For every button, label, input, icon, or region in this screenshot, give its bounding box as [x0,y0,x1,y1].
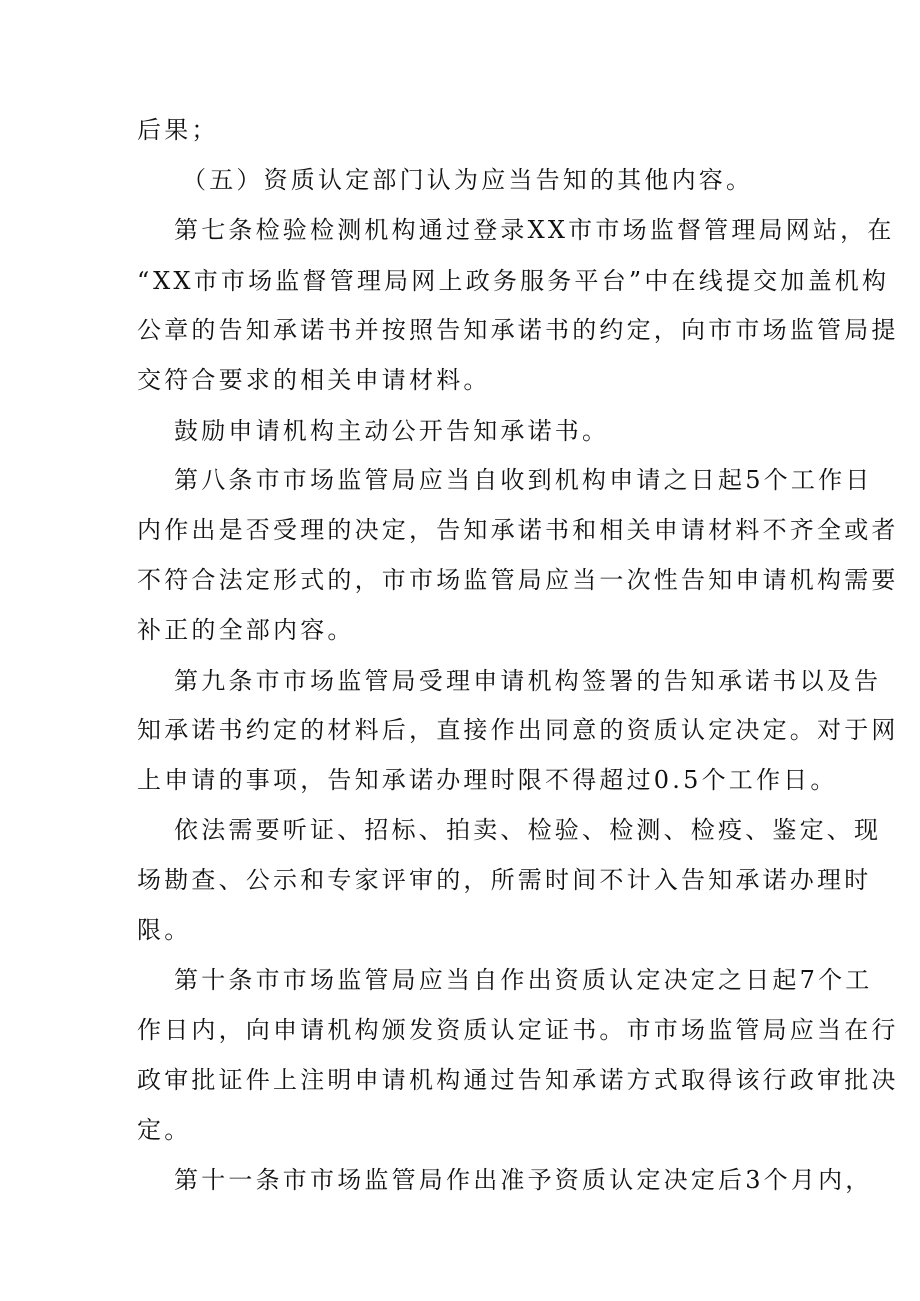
text-line: 内作出是否受理的决定，告知承诺书和相关申请材料不齐全或者 [137,516,899,544]
text-line: 第九条市市场监管局受理申请机构签署的告知承诺书以及告 [174,667,882,695]
text-line: 上申请的事项，告知承诺办理时限不得超过0.5个工作日。 [137,766,838,794]
text-line: （五）资质认定部门认为应当告知的其他内容。 [182,166,754,194]
text-line: 知承诺书约定的材料后，直接作出同意的资质认定决定。对于网 [137,716,899,744]
text-line: 第十一条市市场监管局作出准予资质认定决定后3个月内， [174,1166,873,1194]
text-line: 第十条市市场监管局应当自作出资质认定决定之日起7个工 [174,966,873,994]
text-line: 第八条市市场监管局应当自收到机构申请之日起5个工作日 [174,466,873,494]
text-line: 作日内，向申请机构颁发资质认定证书。市市场监管局应当在行 [137,1016,899,1044]
text-line: 限。 [137,916,192,944]
text-line: 交符合要求的相关申请材料。 [137,366,491,394]
text-line: “XX市市场监督管理局网上政务服务平台”中在线提交加盖机构 [137,267,890,295]
text-line: 政审批证件上注明申请机构通过告知承诺方式取得该行政审批决 [137,1066,899,1094]
text-line: 场勘查、公示和专家评审的，所需时间不计入告知承诺办理时 [137,866,872,894]
text-line: 第七条检验检测机构通过登录XX市市场监督管理局网站，在 [174,216,895,244]
text-line: 公章的告知承诺书并按照告知承诺书的约定，向市市场监管局提 [137,316,899,344]
text-line: 依法需要听证、招标、拍卖、检验、检测、检疫、鉴定、现 [174,816,882,844]
text-line: 定。 [137,1116,192,1144]
text-line: 后果； [137,116,219,144]
text-line: 不符合法定形式的，市市场监管局应当一次性告知申请机构需要 [137,566,899,594]
text-line: 补正的全部内容。 [137,616,355,644]
text-line: 鼓励申请机构主动公开告知承诺书。 [174,417,610,445]
